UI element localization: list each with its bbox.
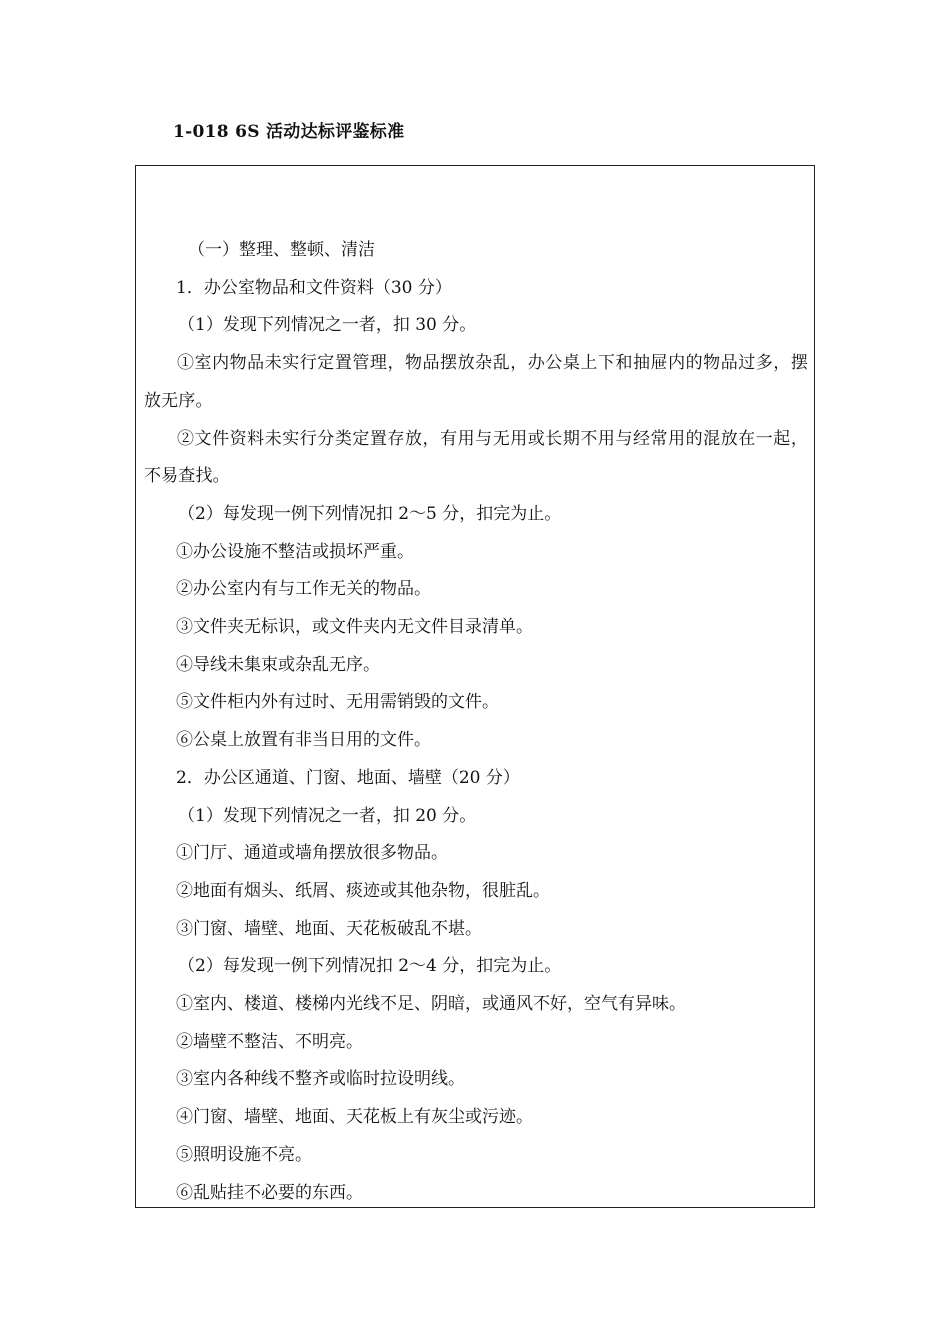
document-title: 1-018 6S 活动达标评鉴标准 (173, 122, 405, 142)
list-item: ②墙壁不整洁、不明亮。 (176, 1031, 363, 1052)
list-item: ②办公室内有与工作无关的物品。 (176, 579, 431, 600)
list-item: ②地面有烟头、纸屑、痰迹或其他杂物，很脏乱。 (176, 880, 550, 901)
list-item: ⑤照明设施不亮。 (176, 1144, 312, 1165)
list-item: ④导线未集束或杂乱无序。 (176, 654, 380, 675)
section-heading: （一）整理、整顿、清洁 (188, 240, 375, 260)
list-item: ⑥乱贴挂不必要的东西。 (176, 1182, 363, 1203)
sub-item-heading: （2）每发现一例下列情况扣 2～4 分，扣完为止。 (178, 956, 562, 977)
list-item: ①办公设施不整洁或损坏严重。 (176, 541, 414, 562)
paragraph: ②文件资料未实行分类定置存放，有用与无用或长期不用与经常用的混放在一起，不易查找。 (144, 428, 808, 487)
content-body (144, 232, 808, 1212)
sub-item-heading: （1）发现下列情况之一者，扣 20 分。 (178, 805, 477, 826)
list-item: ③室内各种线不整齐或临时拉设明线。 (176, 1069, 465, 1090)
list-item: ③文件夹无标识，或文件夹内无文件目录清单。 (176, 617, 533, 638)
list-item: ⑤文件柜内外有过时、无用需销毁的文件。 (176, 692, 499, 713)
content-frame (135, 165, 815, 1208)
list-item: ①门厅、通道或墙角摆放很多物品。 (176, 843, 448, 864)
paragraph: ①室内物品未实行定置管理，物品摆放杂乱，办公桌上下和抽屉内的物品过多，摆放无序。 (144, 353, 808, 411)
list-item: ④门窗、墙壁、地面、天花板上有灰尘或污迹。 (176, 1107, 533, 1128)
sub-item-heading: （2）每发现一例下列情况扣 2～5 分，扣完为止。 (178, 503, 562, 524)
list-item: ⑥公桌上放置有非当日用的文件。 (176, 730, 431, 751)
item-heading: 2．办公区通道、门窗、地面、墙壁（20 分） (176, 767, 520, 788)
sub-item-heading: （1）发现下列情况之一者，扣 30 分。 (178, 315, 477, 336)
list-item: ③门窗、墙壁、地面、天花板破乱不堪。 (176, 918, 482, 939)
item-heading: 1．办公室物品和文件资料（30 分） (176, 277, 452, 298)
list-item: ①室内、楼道、楼梯内光线不足、阴暗，或通风不好，空气有异味。 (176, 994, 686, 1015)
